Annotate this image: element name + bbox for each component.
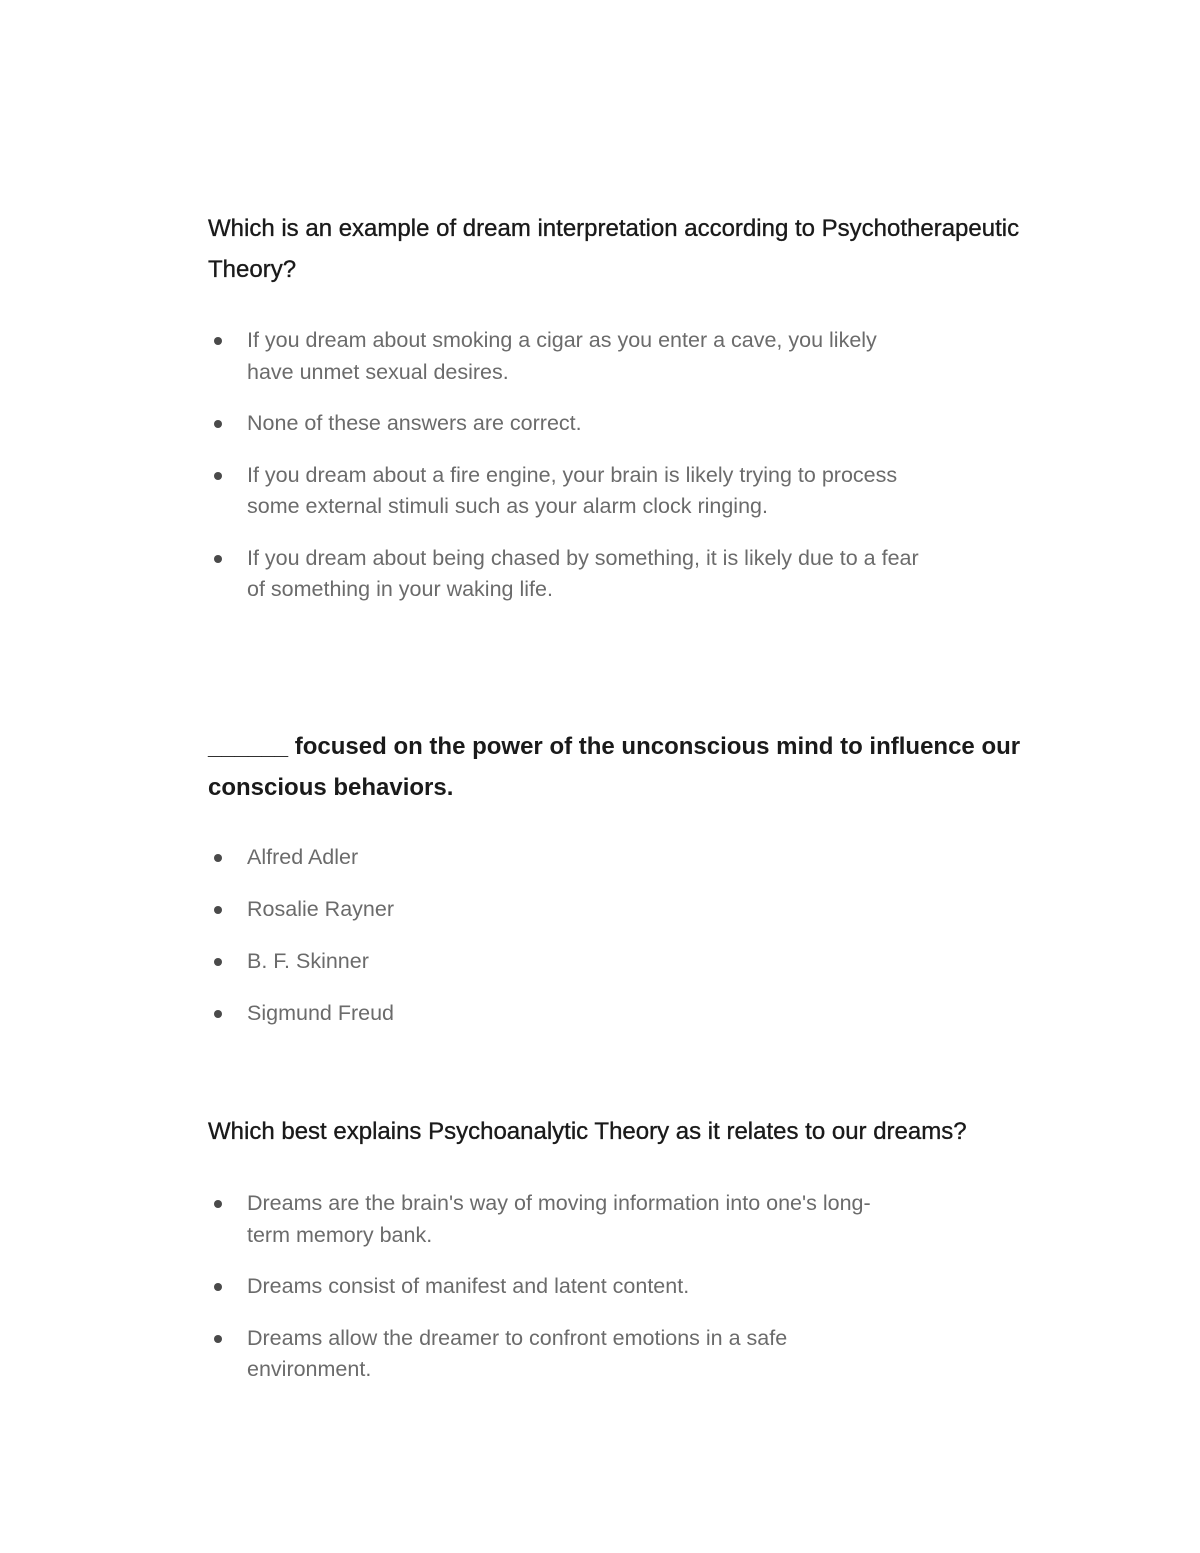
answer-option[interactable] — [208, 1271, 927, 1303]
bullet-icon — [214, 337, 222, 345]
answer-text: Dreams allow the dreamer to confront emotions in a safe environment. — [247, 1325, 788, 1381]
question-prompt: Which best explains Psychoanalytic Theory as it relates to our dreams? — [208, 1118, 967, 1145]
question-prompt: Which is an example of dream interpretation according to Psychotherapeutic Theory? — [208, 215, 1020, 283]
answer-option[interactable] — [208, 543, 937, 606]
answer-text: Alfred Adler — [247, 845, 359, 869]
question-prompt: ______ focused on the power of the unconscious mind to influence our conscious behaviors. — [208, 733, 1021, 801]
answer-text: None of these answers are correct. — [247, 411, 582, 435]
answer-option[interactable] — [208, 998, 927, 1030]
answer-option[interactable] — [208, 460, 927, 523]
bullet-icon — [214, 906, 222, 914]
answer-option[interactable] — [208, 1188, 887, 1251]
answer-option[interactable] — [208, 842, 927, 874]
answer-list — [208, 1188, 1088, 1386]
bullet-icon — [214, 472, 222, 480]
bullet-icon — [214, 854, 222, 862]
question-1 — [208, 208, 1088, 626]
answer-text: B. F. Skinner — [247, 949, 369, 973]
answer-list — [208, 325, 1088, 606]
answer-option[interactable] — [208, 408, 927, 440]
bullet-icon — [214, 958, 222, 966]
bullet-icon — [214, 1010, 222, 1018]
answer-text: If you dream about a fire engine, your brain is likely trying to process some external stimuli such as your alarm clock ringing. — [247, 462, 898, 518]
bullet-icon — [214, 420, 222, 428]
answer-option[interactable] — [208, 946, 927, 978]
answer-text: Sigmund Freud — [247, 1001, 394, 1025]
answer-option[interactable] — [208, 325, 927, 388]
answer-text: Dreams consist of manifest and latent content. — [247, 1274, 690, 1298]
answer-list — [208, 842, 1088, 1030]
answer-option[interactable] — [208, 1323, 847, 1386]
bullet-icon — [214, 1335, 222, 1343]
question-2 — [208, 726, 1088, 1050]
bullet-icon — [214, 1200, 222, 1208]
bullet-icon — [214, 555, 222, 563]
answer-text: Dreams are the brain's way of moving information into one's long-term memory bank. — [247, 1191, 871, 1247]
answer-text: Rosalie Rayner — [247, 897, 394, 921]
bullet-icon — [214, 1283, 222, 1291]
answer-text: If you dream about being chased by something, it is likely due to a fear of something in your waking life. — [247, 545, 919, 601]
answer-option[interactable] — [208, 894, 927, 926]
answer-text: If you dream about smoking a cigar as you enter a cave, you likely have unmet sexual desires. — [247, 328, 877, 384]
question-3 — [208, 1111, 1088, 1406]
